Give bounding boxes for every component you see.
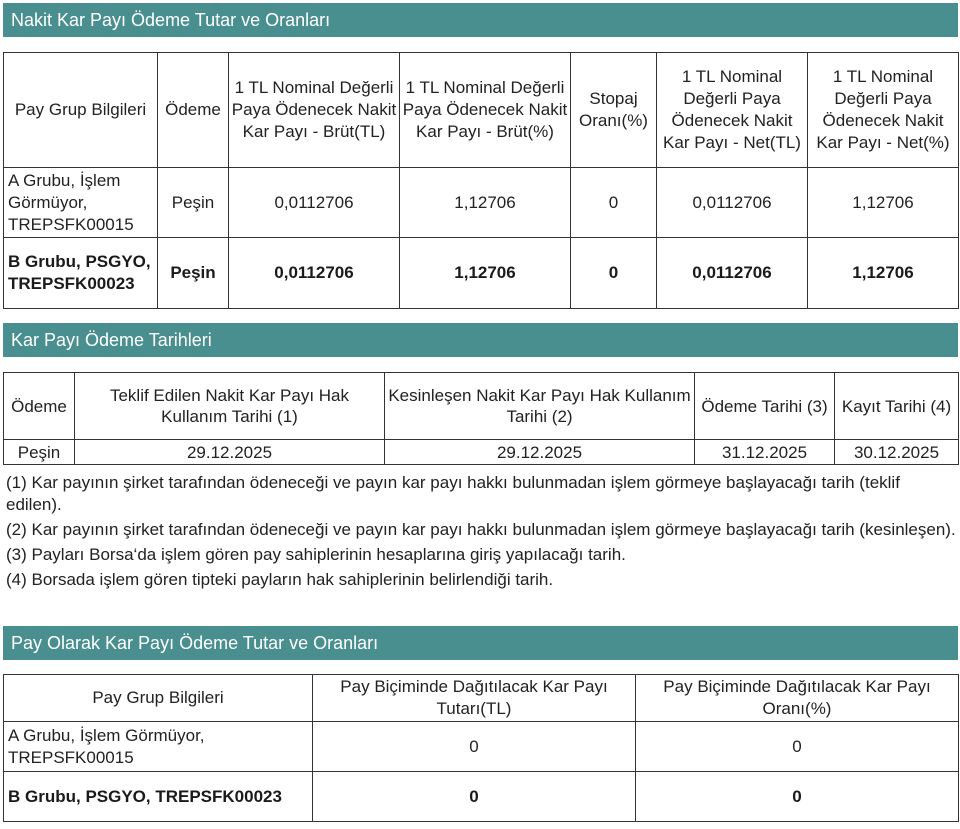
section-title-cash-dividend: Nakit Kar Payı Ödeme Tutar ve Oranları xyxy=(3,3,958,37)
footnote: (4) Borsada işlem gören tipteki payların hak sahiplerinin belirlendiği tarih. xyxy=(6,570,554,589)
col-header-ratio-pct: Pay Biçiminde Dağıtılacak Kar Payı Oranı(%) xyxy=(636,675,959,722)
stock-dividend-table xyxy=(3,674,959,822)
col-header-gross-pct: 1 TL Nominal Değerli Paya Ödenecek Nakit Kar Payı - Brüt(%) xyxy=(400,53,571,168)
cell-amount-tl: 0 xyxy=(313,722,636,772)
payment-dates-table xyxy=(3,372,959,465)
col-header-group-info: Pay Grup Bilgileri xyxy=(4,53,158,168)
cash-dividend-table xyxy=(3,52,959,309)
col-header-final-date: Kesinleşen Nakit Kar Payı Hak Kullanım Tarihi (2) xyxy=(385,373,695,440)
section-title-stock-dividend: Pay Olarak Kar Payı Ödeme Tutar ve Oranları xyxy=(3,626,958,660)
table-row xyxy=(4,440,959,465)
footnote: (3) Payları Borsa‘da işlem gören pay sahiplerinin hesaplarına giriş yapılacağı tarih. xyxy=(6,545,626,564)
col-header-payment-date: Ödeme Tarihi (3) xyxy=(695,373,835,440)
col-header-net-pct: 1 TL Nominal Değerli Paya Ödenecek Nakit Kar Payı - Net(%) xyxy=(808,53,959,168)
cell-net-pct: 1,12706 xyxy=(808,168,959,238)
col-header-gross-tl: 1 TL Nominal Değerli Paya Ödenecek Nakit Kar Payı - Brüt(TL) xyxy=(229,53,400,168)
section-title-payment-dates: Kar Payı Ödeme Tarihleri xyxy=(3,323,958,357)
cell-payment-date: 31.12.2025 xyxy=(695,440,835,465)
table-header-row xyxy=(4,53,959,168)
cell-net-pct: 1,12706 xyxy=(808,238,959,309)
cell-gross-pct: 1,12706 xyxy=(400,168,571,238)
cell-net-tl: 0,0112706 xyxy=(657,168,808,238)
cell-gross-tl: 0,0112706 xyxy=(229,168,400,238)
cell-payment: Peşin xyxy=(158,238,229,309)
cell-gross-pct: 1,12706 xyxy=(400,238,571,309)
table-row xyxy=(4,168,959,238)
cell-record-date: 30.12.2025 xyxy=(835,440,959,465)
col-header-payment: Ödeme xyxy=(4,373,75,440)
cell-payment: Peşin xyxy=(4,440,75,465)
col-header-amount-tl: Pay Biçiminde Dağıtılacak Kar Payı Tutarı(TL) xyxy=(313,675,636,722)
cell-ratio-pct: 0 xyxy=(636,772,959,822)
col-header-group-info: Pay Grup Bilgileri xyxy=(4,675,313,722)
cell-group-info: B Grubu, PSGYO, TREPSFK00023 xyxy=(4,238,158,309)
cell-payment: Peşin xyxy=(158,168,229,238)
footnote: (1) Kar payının şirket tarafından ödeneceği ve payın kar payı hakkı bulunmadan işlem görmeye başlayacağı tarih (teklif edilen). xyxy=(6,473,900,514)
cell-group-info: A Grubu, İşlem Görmüyor, TREPSFK00015 xyxy=(4,168,158,238)
cell-group-info: A Grubu, İşlem Görmüyor, TREPSFK00015 xyxy=(4,722,313,772)
footnotes xyxy=(6,472,956,594)
table-header-row xyxy=(4,373,959,440)
col-header-offered-date: Teklif Edilen Nakit Kar Payı Hak Kullanım Tarihi (1) xyxy=(75,373,385,440)
cell-offered-date: 29.12.2025 xyxy=(75,440,385,465)
table-row xyxy=(4,772,959,822)
cell-net-tl: 0,0112706 xyxy=(657,238,808,309)
cell-withholding: 0 xyxy=(571,238,657,309)
col-header-record-date: Kayıt Tarihi (4) xyxy=(835,373,959,440)
cell-ratio-pct: 0 xyxy=(636,722,959,772)
table-row xyxy=(4,722,959,772)
cell-amount-tl: 0 xyxy=(313,772,636,822)
col-header-withholding: Stopaj Oranı(%) xyxy=(571,53,657,168)
table-header-row xyxy=(4,675,959,722)
cell-group-info: B Grubu, PSGYO, TREPSFK00023 xyxy=(4,772,313,822)
cell-withholding: 0 xyxy=(571,168,657,238)
col-header-net-tl: 1 TL Nominal Değerli Paya Ödenecek Nakit Kar Payı - Net(TL) xyxy=(657,53,808,168)
col-header-payment: Ödeme xyxy=(158,53,229,168)
table-row xyxy=(4,238,959,309)
cell-gross-tl: 0,0112706 xyxy=(229,238,400,309)
footnote: (2) Kar payının şirket tarafından ödeneceği ve payın kar payı hakkı bulunmadan işlem görmeye başlayacağı tarih (kesinleşen). xyxy=(6,520,956,539)
cell-final-date: 29.12.2025 xyxy=(385,440,695,465)
